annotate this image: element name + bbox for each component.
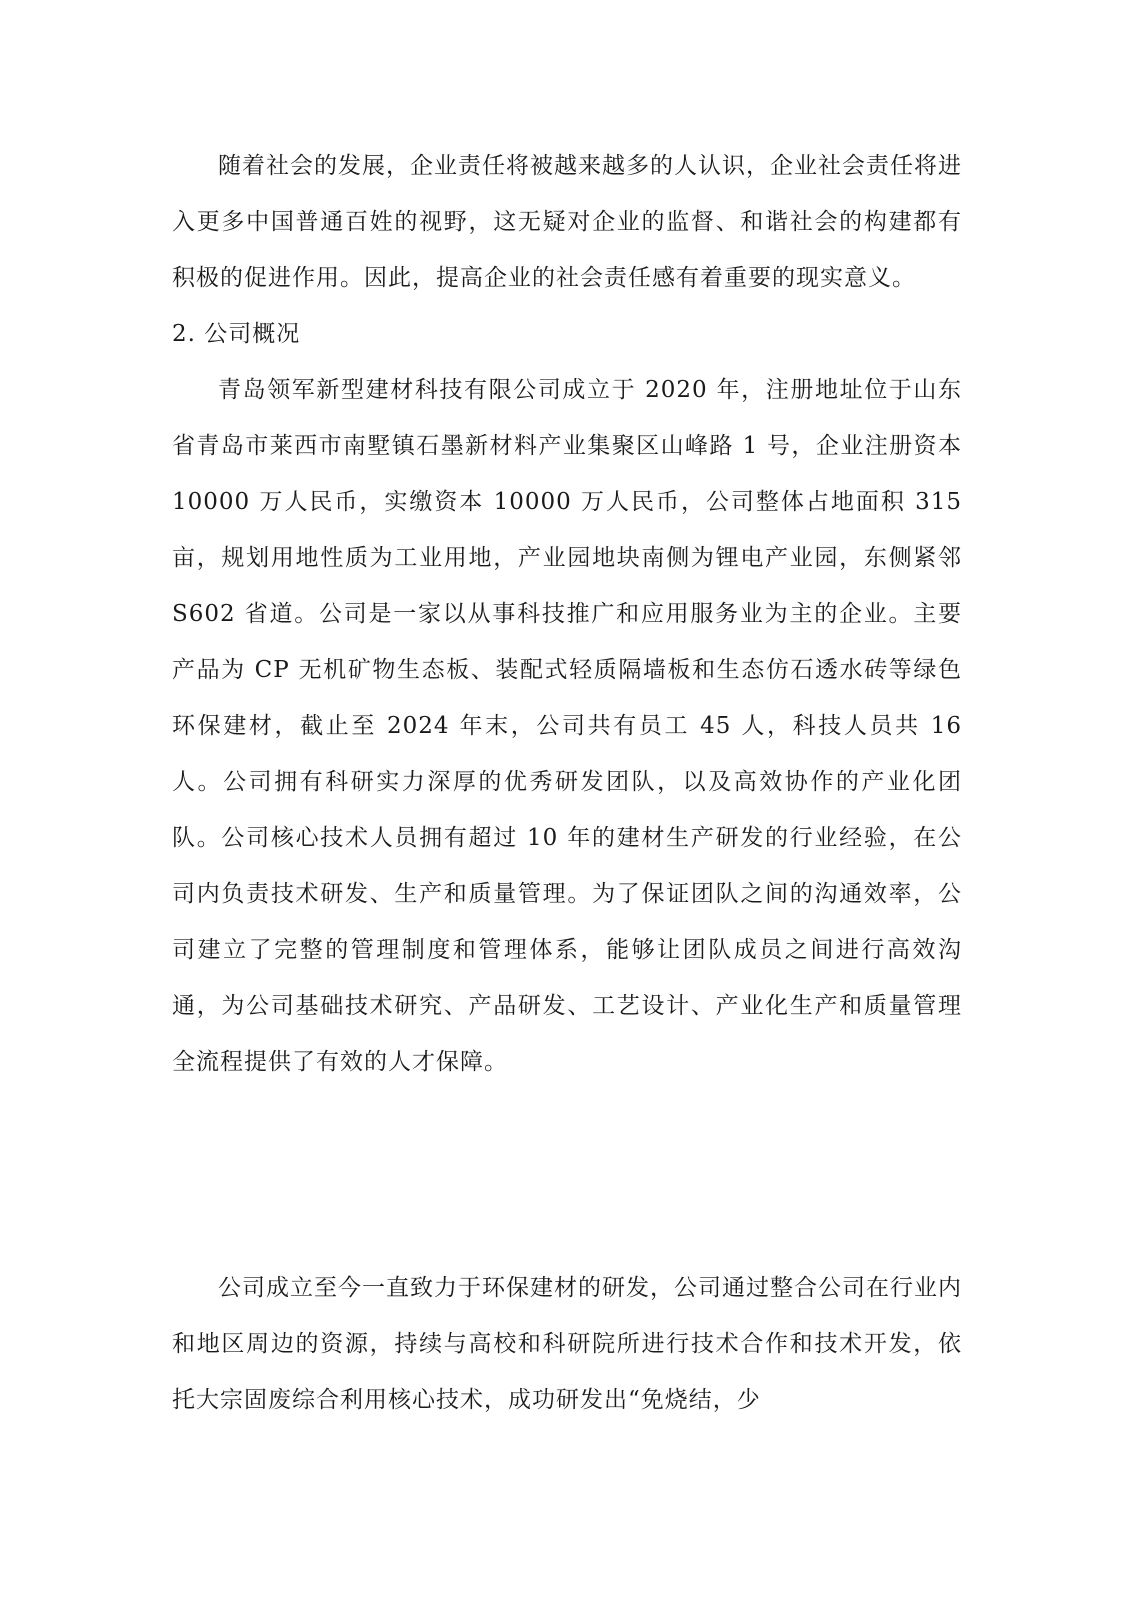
document-body-continued bbox=[172, 1260, 962, 1428]
paragraph-company-profile: 青岛领军新型建材科技有限公司成立于 2020 年，注册地址位于山东省青岛市莱西市南墅镇石墨新材料产业集聚区山峰路 1 号，企业注册资本 10000 万人民币，实缴资本 10000 万人民币，公司整体占地面积 315 亩，规划用地性质为工业用地，产业园地块南侧为锂电产业园，东侧紧邻 S602 省道。公司是一家以从事科技推广和应用服务业为主的企业。主要产品为 CP 无机矿物生态板、装配式轻质隔墙板和生态仿石透水砖等绿色环保建材，截止至 2024 年末，公司共有员工 45 人，科技人员共 16 人。公司拥有科研实力深厚的优秀研发团队，以及高效协作的产业化团队。公司核心技术人员拥有超过 10 年的建材生产研发的行业经验，在公司内负责技术研发、生产和质量管理。为了保证团队之间的沟通效率，公司建立了完整的管理制度和管理体系，能够让团队成员之间进行高效沟通，为公司基础技术研究、产品研发、工艺设计、产业化生产和质量管理全流程提供了有效的人才保障。 bbox=[172, 377, 962, 1075]
section-heading-company-overview: 2. 公司概况 bbox=[172, 321, 301, 347]
document-body bbox=[172, 138, 962, 1090]
paragraph-rd-history: 公司成立至今一直致力于环保建材的研发，公司通过整合公司在行业内和地区周边的资源，持续与高校和科研院所进行技术合作和技术开发，依托大宗固废综合利用核心技术，成功研发出“免烧结，少 bbox=[172, 1275, 962, 1413]
paragraph-social-responsibility: 随着社会的发展，企业责任将被越来越多的人认识，企业社会责任将进入更多中国普通百姓的视野，这无疑对企业的监督、和谐社会的构建都有积极的促进作用。因此，提高企业的社会责任感有着重要的现实意义。 bbox=[172, 153, 962, 291]
